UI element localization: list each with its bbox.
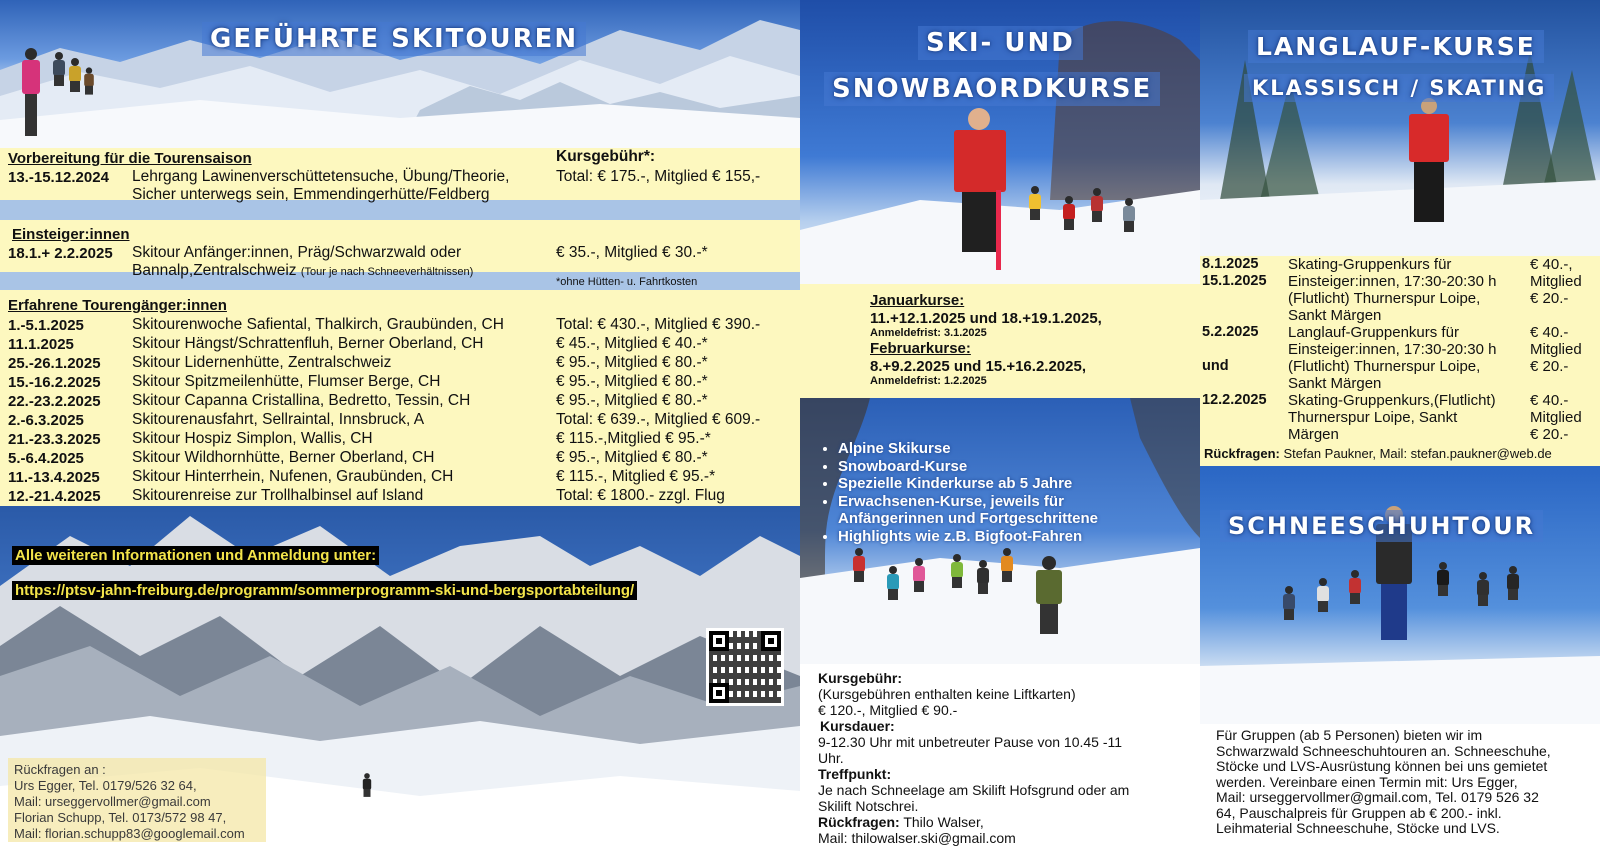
langlauf-date: 5.2.2025 [1202, 324, 1259, 340]
january-dates: 11.+12.1.2025 und 18.+19.1.2025, [870, 310, 1102, 327]
langlauf-description: Skating-Gruppenkurs für [1288, 256, 1452, 273]
contact-heading: Rückfragen an : [14, 762, 106, 777]
course-duration-line2: Uhr. [818, 750, 844, 766]
tour-date: 21.-23.3.2025 [8, 431, 101, 448]
skating-skier-figure [1408, 98, 1450, 226]
tour-date: 11.-13.4.2025 [8, 469, 100, 486]
tour-fee: Total: € 1800.- zzgl. Flug [556, 487, 725, 504]
fee-column-header: Kursgebühr*: [556, 148, 656, 165]
tour-description: Skitour Hängst/Schrattenfluh, Berner Oberland, CH [132, 335, 484, 352]
skier-figure [52, 52, 66, 86]
prep-description-line1: Lehrgang Lawinenverschüttetensuche, Übung/Theorie, [132, 168, 510, 185]
child-skier-figure [912, 558, 926, 592]
january-heading: Januarkurse: [870, 292, 965, 309]
meeting-point-label: Treffpunkt: [818, 766, 892, 782]
snowshoer-figure [1282, 586, 1296, 620]
child-skier-figure [1000, 548, 1014, 582]
child-skier-figure [852, 548, 866, 582]
downhill-skier-figure [362, 773, 372, 797]
february-heading: Februarkurse: [870, 340, 971, 357]
beginner-description-line2 [132, 262, 473, 280]
beginner-fee: € 35.-, Mitglied € 30.-* [556, 244, 708, 261]
langlauf-description: Einsteiger:innen, 17:30-20:30 h [1288, 273, 1497, 290]
tour-description: Skitourenreise zur Trollhalbinsel auf Island [132, 487, 424, 504]
snowshoe-text-line: Stöcke und LVS-Ausrüstung können bei uns gemietet [1216, 758, 1548, 774]
slalom-pole [996, 190, 1001, 270]
langlauf-description: Skating-Gruppenkurs,(Flutlicht) [1288, 392, 1496, 409]
tour-date: 12.-21.4.2025 [8, 488, 101, 505]
right-panel-langlauf [1200, 0, 1600, 850]
langlauf-date: 15.1.2025 [1202, 273, 1267, 289]
langlauf-fee: € 40.- [1530, 324, 1569, 341]
langlauf-fee: € 40.-, [1530, 256, 1573, 273]
tour-date: 15.-16.2.2025 [8, 374, 101, 391]
snowshoe-text-line: Mail: urseggervollmer@gmail.com, Tel. 0179 526 32 [1216, 789, 1539, 805]
experienced-heading: Erfahrene Tourengänger:innen [8, 297, 227, 314]
course-fee-note: (Kursgebühren enthalten keine Liftkarten) [818, 686, 1076, 702]
langlauf-description: Thurnerspur Loipe, Sankt [1288, 409, 1458, 426]
middle-panel-skikurse [800, 0, 1200, 850]
contact-box [8, 758, 266, 842]
ski-instructor-figure [950, 108, 1010, 258]
snowshoe-text-line: Für Gruppen (ab 5 Personen) bieten wir im [1216, 727, 1483, 743]
contact-person-1: Urs Egger, Tel. 0179/526 32 64, [14, 778, 197, 793]
tour-description: Skitour Spitzmeilenhütte, Flumser Berge, CH [132, 373, 441, 390]
skier-figure [1028, 186, 1042, 220]
tour-date: 5.-6.4.2025 [8, 450, 84, 467]
snowshoer-figure [1436, 562, 1450, 596]
langlauf-contact-text[interactable]: Stefan Paukner, Mail: stefan.paukner@web.de [1283, 446, 1552, 461]
tour-description: Skitour Hospiz Simplon, Wallis, CH [132, 430, 373, 447]
langlauf-description: Sankt Märgen [1288, 375, 1382, 392]
tour-fee: € 95.-, Mitglied € 80.-* [556, 449, 708, 466]
course-feature-item: • Highlights wie z.B. Bigfoot-Fahren [838, 528, 1098, 546]
langlauf-fee: € 20.- [1530, 358, 1569, 375]
instructor-figure [1036, 556, 1062, 636]
snowshoe-text-line: Leihmaterial Schneeschuhe, Stöcke und LVS. [1216, 820, 1500, 836]
child-skier-figure [886, 566, 900, 600]
tour-description: Skitourenwoche Safiental, Thalkirch, Graubünden, CH [132, 316, 504, 333]
langlauf-fee: € 20.- [1530, 290, 1569, 307]
skier-figure [1122, 198, 1136, 232]
more-info-label: Alle weiteren Informationen und Anmeldung unter: [12, 546, 379, 565]
course-feature-item: • Spezielle Kinderkurse ab 5 Jahre [838, 475, 1098, 493]
snowshoe-group-photo [1200, 466, 1600, 724]
registration-link[interactable]: https://ptsv-jahn-freiburg.de/programm/sommerprogramm-ski-und-bergsportabteilung/ [12, 581, 637, 600]
contact-email-2[interactable]: Mail: florian.schupp83@googlemail.com [14, 826, 245, 841]
course-feature-item: Anfängerinnen und Fortgeschrittene [838, 510, 1099, 527]
prep-fee: Total: € 175.-, Mitglied € 155,- [556, 168, 761, 185]
langlauf-date: und [1202, 358, 1229, 374]
course-contact-name: Thilo Walser, [903, 814, 984, 830]
prep-heading: Vorbereitung für die Tourensaison [8, 150, 252, 167]
tour-description: Skitour Capanna Cristallina, Bedretto, Tessin, CH [132, 392, 471, 409]
tour-fee: € 95.-, Mitglied € 80.-* [556, 392, 708, 409]
contact-email-1[interactable]: Mail: urseggervollmer@gmail.com [14, 794, 211, 809]
tour-fee: € 115.-,Mitglied € 95.-* [556, 430, 711, 447]
langlauf-contact-label: Rückfragen: [1204, 446, 1280, 461]
course-fee-label: Kursgebühr: [818, 670, 902, 686]
section-title-ski-line1: SKI- UND [918, 26, 1083, 60]
february-dates: 8.+9.2.2025 und 15.+16.2.2025, [870, 358, 1086, 375]
course-contact-label: Rückfragen: [818, 814, 900, 830]
tour-description: Skitour Wildhornhütte, Berner Oberland, CH [132, 449, 435, 466]
langlauf-description: (Flutlicht) Thurnerspur Loipe, [1288, 358, 1481, 375]
beginner-description-line1: Skitour Anfänger:innen, Präg/Schwarzwald oder [132, 244, 462, 261]
prep-date: 13.-15.12.2024 [8, 169, 109, 186]
tour-description: Skitour Hinterrhein, Nufenen, Graubünden, CH [132, 468, 454, 485]
tour-date: 22.-23.2.2025 [8, 393, 101, 410]
course-contact [818, 814, 984, 831]
tour-fee: € 115.-, Mitglied € 95.-* [556, 468, 716, 485]
langlauf-description: Einsteiger:innen, 17:30-20:30 h [1288, 341, 1497, 358]
snowshoer-figure [1348, 570, 1362, 604]
prep-description-line2: Sicher unterwegs sein, Emmendingerhütte/Feldberg [132, 186, 490, 203]
mountain-panorama-photo [0, 0, 800, 148]
tour-date: 2.-6.3.2025 [8, 412, 84, 429]
tour-fee: € 45.-, Mitglied € 40.-* [556, 335, 708, 352]
snowshoe-description [1216, 728, 1551, 837]
course-duration-line1: 9-12.30 Uhr mit unbetreuter Pause von 10.45 -11 [818, 734, 1123, 750]
langlauf-description: Langlauf-Gruppenkurs für [1288, 324, 1459, 341]
course-fee-value: € 120.-, Mitglied € 90.- [818, 702, 958, 718]
tour-fee: € 95.-, Mitglied € 80.-* [556, 354, 708, 371]
skier-figure [22, 48, 40, 138]
beginner-location: Bannalp,Zentralschweiz [132, 262, 297, 279]
section-title-langlauf-line1: LANGLAUF-KURSE [1248, 30, 1544, 63]
course-feature-item: • Alpine Skikurse [838, 440, 1098, 458]
cross-country-skier-photo [1200, 0, 1600, 256]
contact-person-2: Florian Schupp, Tel. 0173/572 98 47, [14, 810, 227, 825]
course-feature-item: • Erwachsenen-Kurse, jeweils für [838, 493, 1098, 511]
tour-date: 11.1.2025 [8, 336, 74, 353]
langlauf-fee: Mitglied [1530, 273, 1582, 290]
langlauf-contact [1204, 446, 1552, 461]
section-title-snowshoe: SCHNEESCHUHTOUR [1220, 510, 1543, 542]
snowshoer-figure [1506, 566, 1520, 600]
snowshoer-figure [1476, 572, 1490, 606]
snowshoe-text-line: Schwarzwald Schneeschuhtouren an. Schneeschuhe, [1216, 742, 1551, 759]
langlauf-date: 8.1.2025 [1202, 256, 1259, 272]
child-skier-figure [950, 554, 964, 588]
meeting-point-line2: Skilift Notschrei. [818, 798, 919, 814]
course-duration-label: Kursdauer: [820, 718, 895, 734]
page-title-skitouren: GEFÜHRTE SKITOUREN [202, 22, 586, 56]
langlauf-fee: Mitglied [1530, 341, 1582, 358]
tour-date: 1.-5.1.2025 [8, 317, 84, 334]
snowshoer-figure [1316, 578, 1330, 612]
child-skier-figure [976, 560, 990, 594]
dates-section-background [800, 284, 1200, 398]
snowshoe-text-line: werden. Vereinbare einen Termin mit: Urs Egger, [1216, 773, 1518, 790]
snowshoe-text-line: 64, Pauschalpreis für Gruppen ab € 200.- inkl. [1216, 804, 1502, 821]
fee-footnote: *ohne Hütten- u. Fahrtkosten [556, 276, 698, 288]
langlauf-description: (Flutlicht) Thurnerspur Loipe, [1288, 290, 1481, 307]
beginner-date: 18.1.+ 2.2.2025 [8, 245, 113, 262]
skier-figure [83, 67, 94, 94]
tour-description: Skitour Lidernenhütte, Zentralschweiz [132, 354, 392, 371]
beginner-snow-note: (Tour je nach Schneeverhältnissen) [300, 266, 474, 278]
langlauf-fee: € 40.- [1530, 392, 1569, 409]
langlauf-fee: Mitglied [1530, 409, 1582, 426]
course-feature-item: • Snowboard-Kurse [838, 458, 1098, 476]
tour-fee: Total: € 639.-, Mitglied € 609.- [556, 411, 761, 428]
tour-fee: € 95.-, Mitglied € 80.-* [556, 373, 708, 390]
langlauf-date: 12.2.2025 [1202, 392, 1267, 408]
beginner-heading: Einsteiger:innen [12, 226, 130, 243]
tour-fee: Total: € 430.-, Mitglied € 390.- [556, 316, 761, 333]
qr-code-icon[interactable] [706, 628, 784, 706]
course-contact-email[interactable]: Mail: thilowalser.ski@gmail.com [818, 830, 1016, 846]
langlauf-description: Sankt Märgen [1288, 307, 1382, 324]
skier-figure [1062, 196, 1076, 230]
skier-figure [68, 58, 82, 92]
tour-description: Skitourenausfahrt, Sellraintal, Innsbruck, A [132, 411, 425, 428]
january-deadline: Anmeldefrist: 3.1.2025 [870, 327, 987, 339]
february-deadline: Anmeldefrist: 1.2.2025 [870, 375, 987, 387]
course-feature-list [820, 440, 1098, 545]
tour-date: 25.-26.1.2025 [8, 355, 101, 372]
langlauf-fee: € 20.- [1530, 426, 1569, 443]
skier-figure [1090, 188, 1104, 222]
section-title-langlauf-line2: KLASSISCH / SKATING [1244, 74, 1554, 102]
ski-instructor-photo [800, 0, 1200, 284]
section-title-ski-line2: SNOWBAORDKURSE [824, 72, 1160, 106]
langlauf-description: Märgen [1288, 426, 1339, 443]
meeting-point-line1: Je nach Schneelage am Skilift Hofsgrund oder am [818, 782, 1130, 798]
